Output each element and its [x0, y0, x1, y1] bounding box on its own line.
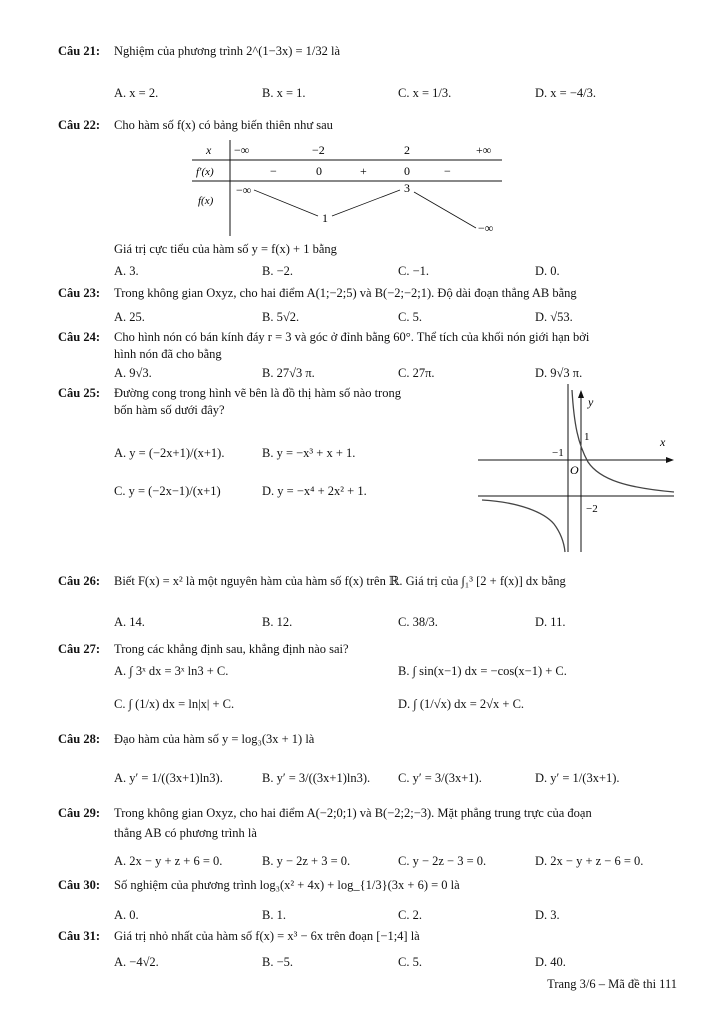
question-text: Giá trị nhỏ nhất của hàm số f(x) = x³ − 6x trên đoạn [−1;4] là — [114, 929, 420, 943]
f-val: 3 — [404, 181, 410, 195]
option-d[interactable]: D. 9√3 π. — [535, 366, 583, 380]
question-22 — [58, 118, 333, 133]
question-26 — [58, 573, 566, 589]
option-b[interactable]: B. y = −x³ + x + 1. — [262, 446, 356, 460]
question-text: Cho hình nón có bán kính đáy r = 3 và góc ở đỉnh bằng 60°. Thể tích của khối nón giới hạn bởi — [114, 330, 590, 344]
option-b[interactable]: B. 27√3 π. — [262, 366, 315, 380]
option-a[interactable]: A. ∫ 3ˣ dx = 3ˣ ln3 + C. — [114, 664, 229, 678]
option-b[interactable]: B. −5. — [262, 955, 294, 969]
y-label: y — [588, 395, 594, 409]
option-c[interactable]: C. y′ = 3/(3x+1). — [398, 771, 482, 785]
question-number: Câu 31: — [58, 929, 101, 943]
question-number: Câu 22: — [58, 118, 101, 132]
option-a[interactable]: A. x = 2. — [114, 86, 159, 100]
question-27 — [58, 642, 349, 657]
x-val: 2 — [404, 143, 410, 157]
option-c[interactable]: C. ∫ (1/x) dx = ln|x| + C. — [114, 697, 235, 711]
question-text-cont: thẳng AB có phương trình là — [114, 826, 257, 840]
option-a[interactable]: A. 2x − y + z + 6 = 0. — [114, 854, 223, 868]
tick-label: −1 — [552, 447, 564, 459]
question-text: Trong các khẳng định sau, khẳng định nào sai? — [114, 642, 349, 656]
question-number: Câu 24: — [58, 330, 101, 344]
fprime-val: + — [360, 164, 367, 178]
option-c[interactable]: C. 5. — [398, 955, 422, 969]
question-number: Câu 21: — [58, 44, 101, 58]
arrow-down — [254, 190, 318, 216]
question-31 — [58, 929, 420, 944]
question-28 — [58, 732, 314, 747]
option-b[interactable]: B. ∫ sin(x−1) dx = −cos(x−1) + C. — [398, 664, 567, 678]
option-c[interactable]: C. 2. — [398, 908, 422, 922]
option-a[interactable]: A. 25. — [114, 310, 145, 324]
option-d[interactable]: D. √53. — [535, 310, 573, 324]
fprime-val: − — [444, 164, 451, 178]
option-a[interactable]: A. 14. — [114, 615, 145, 629]
page-footer: Trang 3/6 – Mã đề thi 111 — [547, 977, 677, 991]
row-label-fprime: f′(x) — [196, 166, 214, 178]
question-number: Câu 25: — [58, 386, 101, 400]
fprime-val: 0 — [404, 164, 410, 178]
f-val: −∞ — [236, 183, 252, 197]
question-25 — [58, 386, 401, 401]
x-val: −2 — [312, 143, 325, 157]
question-number: Câu 28: — [58, 732, 101, 746]
question-number: Câu 30: — [58, 878, 101, 892]
tick-label: 1 — [584, 431, 590, 443]
option-a[interactable]: A. −4√2. — [114, 955, 159, 969]
option-d[interactable]: D. x = −4/3. — [535, 86, 596, 100]
question-text: Cho hàm số f(x) có bảng biến thiên như sau — [114, 118, 333, 132]
option-d[interactable]: D. 2x − y + z − 6 = 0. — [535, 854, 644, 868]
question-number: Câu 27: — [58, 642, 101, 656]
option-c[interactable]: C. x = 1/3. — [398, 86, 452, 100]
arrow-up — [332, 190, 400, 216]
f-val: 1 — [322, 211, 328, 225]
f-val: −∞ — [478, 221, 494, 235]
function-graph — [478, 384, 678, 554]
question-text-cont: hình nón đã cho bằng — [114, 347, 222, 361]
option-b[interactable]: B. −2. — [262, 264, 294, 278]
option-c[interactable]: C. 27π. — [398, 366, 435, 380]
question-subtext: Giá trị cực tiểu của hàm số y = f(x) + 1 bằng — [114, 242, 337, 256]
x-label: x — [660, 435, 666, 449]
option-d[interactable]: D. 0. — [535, 264, 560, 278]
fprime-val: 0 — [316, 164, 322, 178]
option-a[interactable]: A. y = (−2x+1)/(x+1). — [114, 446, 225, 460]
x-arrow-icon — [666, 457, 674, 463]
option-a[interactable]: A. 3. — [114, 264, 139, 278]
question-text: Đường cong trong hình vẽ bên là đồ thị hàm số nào trong — [114, 386, 401, 400]
question-21 — [58, 44, 340, 59]
question-text: Trong không gian Oxyz, cho hai điểm A(−2;0;1) và B(−2;2;−3). Mặt phẳng trung trực của đoạn — [114, 806, 592, 820]
arrow-down — [414, 192, 476, 228]
option-b[interactable]: B. 1. — [262, 908, 286, 922]
question-30 — [58, 878, 460, 893]
option-d[interactable]: D. 11. — [535, 615, 566, 629]
x-val: +∞ — [476, 143, 492, 157]
row-label-x: x — [206, 143, 212, 157]
option-b[interactable]: B. y − 2z + 3 = 0. — [262, 854, 351, 868]
question-text: Số nghiệm của phương trình log₃(x² + 4x) + log_{1/3}(3x + 6) = 0 là — [114, 878, 460, 892]
option-c[interactable]: C. 5. — [398, 310, 422, 324]
question-text: Trong không gian Oxyz, cho hai điểm A(1;−2;5) và B(−2;−2;1). Độ dài đoạn thẳng AB bằng — [114, 286, 577, 300]
option-c[interactable]: C. 38/3. — [398, 615, 438, 629]
option-c[interactable]: C. y − 2z − 3 = 0. — [398, 854, 487, 868]
option-a[interactable]: A. y′ = 1/((3x+1)ln3). — [114, 771, 223, 785]
option-a[interactable]: A. 0. — [114, 908, 139, 922]
option-b[interactable]: B. y′ = 3/((3x+1)ln3). — [262, 771, 371, 785]
option-d[interactable]: D. y = −x⁴ + 2x² + 1. — [262, 484, 367, 498]
question-29 — [58, 806, 592, 821]
x-val: −∞ — [234, 143, 250, 157]
origin-label: O — [570, 463, 579, 477]
curve-left-branch — [482, 500, 565, 552]
y-arrow-icon — [578, 390, 584, 398]
option-c[interactable]: C. y = (−2x−1)/(x+1) — [114, 484, 221, 498]
option-b[interactable]: B. 5√2. — [262, 310, 300, 324]
question-text: Đạo hàm của hàm số y = log₃(3x + 1) là — [114, 732, 315, 746]
option-d[interactable]: D. y′ = 1/(3x+1). — [535, 771, 620, 785]
question-text-cont: bốn hàm số dưới đây? — [114, 403, 225, 417]
question-23 — [58, 286, 577, 301]
row-label-f: f(x) — [198, 195, 214, 207]
question-text: Nghiệm của phương trình 2^(1−3x) = 1/32 là — [114, 44, 341, 58]
option-b[interactable]: B. 12. — [262, 615, 293, 629]
variation-table — [192, 140, 502, 236]
option-d[interactable]: D. 40. — [535, 955, 566, 969]
question-text: Biết F(x) = x² là một nguyên hàm của hàm số f(x) trên ℝ. Giá trị của ∫₁³ [2 + f(x)] dx bằng — [114, 574, 566, 588]
option-c[interactable]: C. −1. — [398, 264, 430, 278]
tick-label: −2 — [586, 503, 598, 515]
option-d[interactable]: D. 3. — [535, 908, 560, 922]
question-number: Câu 26: — [58, 574, 101, 588]
question-number: Câu 23: — [58, 286, 101, 300]
option-b[interactable]: B. x = 1. — [262, 86, 306, 100]
option-a[interactable]: A. 9√3. — [114, 366, 152, 380]
question-24 — [58, 330, 589, 345]
fprime-val: − — [270, 164, 277, 178]
question-number: Câu 29: — [58, 806, 101, 820]
option-d[interactable]: D. ∫ (1/√x) dx = 2√x + C. — [398, 697, 525, 711]
